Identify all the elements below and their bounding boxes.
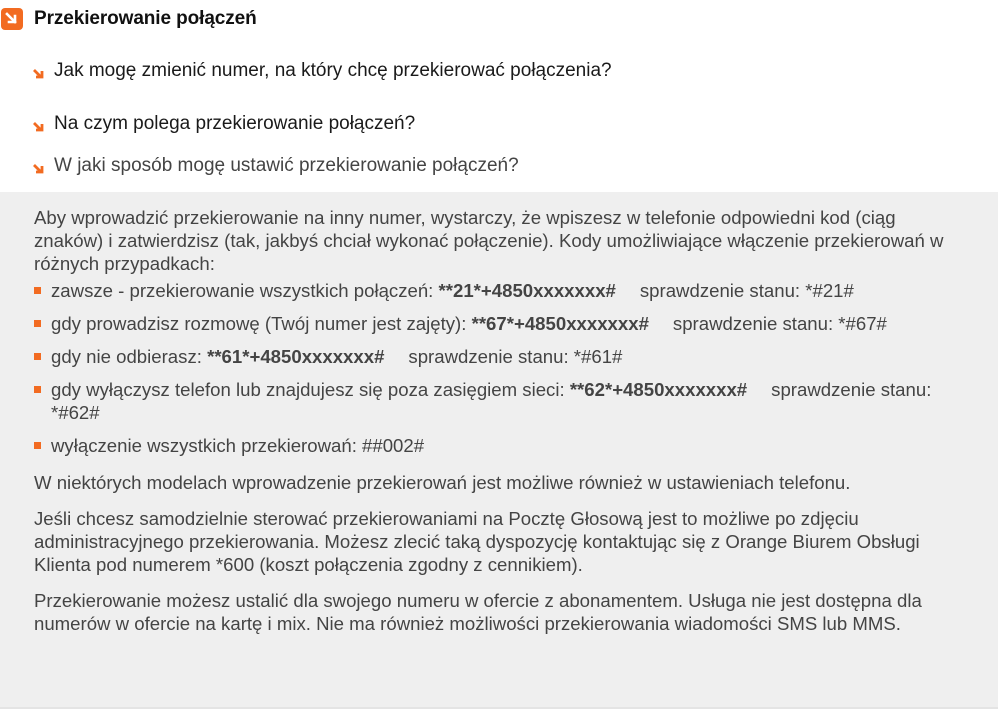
faq-question-what-is-forwarding[interactable] [32, 113, 415, 135]
status-check-code: sprawdzenie stanu: *#62# [51, 379, 932, 423]
section-header[interactable] [0, 6, 257, 32]
faq-question-change-number[interactable] [32, 60, 612, 82]
forwarding-code: **21*+4850xxxxxxx# [438, 280, 616, 301]
faq-question-label[interactable]: W jaki sposób mogę ustawić przekierowanie połączeń? [54, 155, 519, 176]
answer-paragraph: W niektórych modelach wprowadzenie przekierowań jest możliwe również w ustawieniach telefonu. [34, 472, 851, 493]
forwarding-code: **61*+4850xxxxxxx# [207, 346, 385, 367]
item-text: gdy prowadzisz rozmowę (Twój numer jest zajęty): [51, 313, 472, 334]
orange-arrow-down-right-icon [32, 67, 46, 81]
orange-arrow-down-right-icon [32, 120, 46, 134]
forwarding-code: **62*+4850xxxxxxx# [569, 379, 748, 400]
faq-answer-content [34, 206, 964, 635]
status-check-code: sprawdzenie stanu: *#21# [639, 280, 854, 301]
list-item [34, 434, 964, 457]
list-item [34, 345, 964, 368]
orange-arrow-down-right-icon [32, 162, 46, 176]
item-text: gdy nie odbierasz: [51, 346, 208, 367]
faq-question-label[interactable]: Na czym polega przekierowanie połączeń? [54, 113, 416, 134]
list-item [34, 279, 964, 302]
orange-square-bullet-icon [34, 353, 41, 360]
faq-question-how-to-set[interactable] [32, 155, 519, 177]
orange-square-bullet-icon [34, 442, 41, 449]
forwarding-code: **67*+4850xxxxxxx# [471, 313, 649, 334]
faq-answer-panel [0, 192, 998, 709]
answer-intro: Aby wprowadzić przekierowanie na inny numer, wystarczy, że wpiszesz w telefonie odpowiedni kod (ciąg znaków) i zatwierdzisz (tak, jakbyś chciał wykonać połączenie). Kody umożliwiające włączenie przekierowań w różnych przypadkach: [34, 207, 944, 274]
orange-square-bullet-icon [34, 287, 41, 294]
list-item [34, 312, 964, 335]
orange-square-bullet-icon [34, 320, 41, 327]
item-text: wyłączenie wszystkich przekierowań: ##002# [51, 435, 425, 456]
answer-paragraph: Przekierowanie możesz ustalić dla swojego numeru w ofercie z abonamentem. Usługa nie jest dostępna dla numerów w ofercie na kartę i mix. Nie ma również możliwości przekierowania wiadomości SMS lub MMS. [34, 590, 922, 634]
status-check-code: sprawdzenie stanu: *#61# [408, 346, 623, 367]
list-item [34, 378, 964, 424]
orange-square-bullet-icon [34, 386, 41, 393]
faq-question-label[interactable]: Jak mogę zmienić numer, na który chcę przekierować połączenia? [54, 60, 612, 81]
section-title: Przekierowanie połączeń [34, 8, 257, 29]
orange-arrow-down-right-square-icon [1, 8, 23, 30]
forwarding-codes-list [34, 279, 964, 457]
status-check-code: sprawdzenie stanu: *#67# [672, 313, 887, 334]
item-text: gdy wyłączysz telefon lub znajdujesz się poza zasięgiem sieci: [51, 379, 570, 400]
item-text: zawsze - przekierowanie wszystkich połączeń: [51, 280, 439, 301]
answer-paragraph: Jeśli chcesz samodzielnie sterować przekierowaniami na Pocztę Głosową jest to możliwe po zdjęciu administracyjnego przekierowania. Możesz zlecić taką dyspozycję kontaktując się z Orange Biurem Obsługi Klienta pod numerem *600 (koszt połączenia zgodny z cennikiem). [34, 508, 920, 575]
